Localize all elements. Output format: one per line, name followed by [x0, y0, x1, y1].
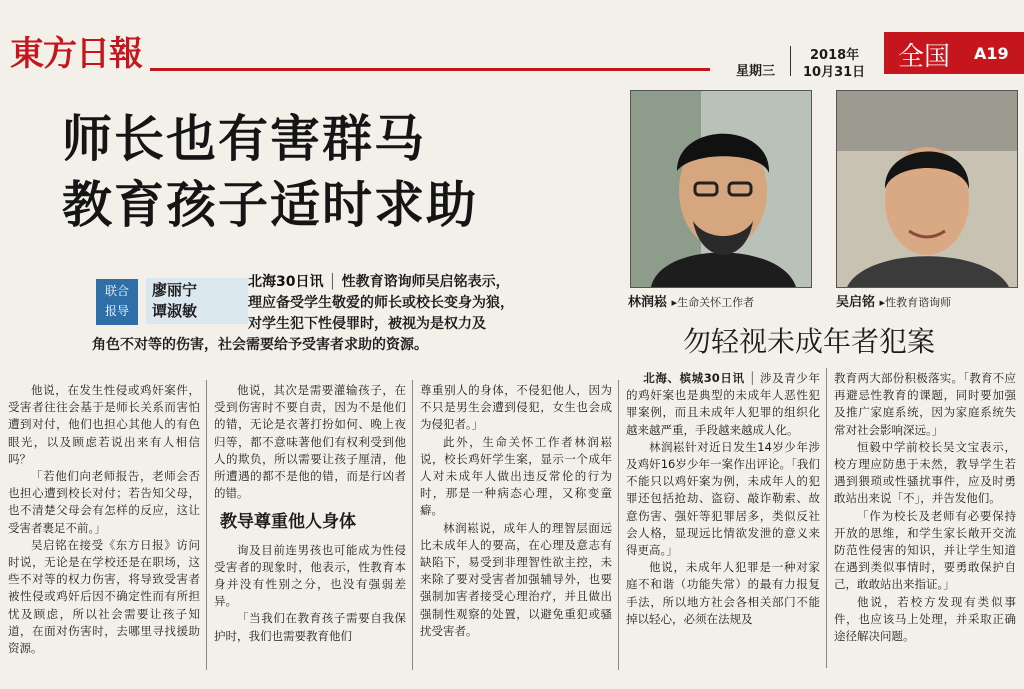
column-divider	[826, 368, 827, 668]
column-divider	[618, 380, 619, 670]
weekday: 星期三	[736, 64, 776, 79]
article-column-4: 北海、槟城30日讯 │ 涉及青少年的鸡奸案也是典型的未成年人恶性犯罪案例，而且未成年人犯罪的组织化越来越严重，手段越来越成人化。 林润崧针对近日发生14岁少年涉及鸡奸16岁少年一案作出评论。「我们不能只以鸡奸案为例，未成年人的犯罪还包括抢劫、盗窃、敲诈勒索、故意伤害、强奸等犯罪居多，类似反社会人格，显现远比情欲发泄的意义来得更高。」 他说，未成年人犯罪是一种对家庭不和谐（功能失常）的最有力报复手法，所以地方社会各相关部门不能掉以轻心，必须在法规及	[626, 370, 820, 628]
col5-p1: 教育两大部份积极落实。「教育不应再避忌性教育的课题，同时要加强及推广家庭系统，因为家庭系统失常对社会影响深远。」	[834, 371, 1016, 437]
byline-tag	[96, 279, 138, 325]
photo-lin	[630, 90, 812, 288]
article-column-5	[834, 370, 1016, 645]
col2-p1: 他说，其次是需要灌输孩子，在受到伤害时不要自责，因为不是他们的错，无论是衣著打扮如何、晚上夜归等，都不意味著他们有权利受到他人的欺负，所以需要让孩子厘清，他所遭遇的都不是他的错，而是行凶者的错。	[214, 383, 406, 501]
column-divider	[412, 380, 413, 670]
article-column-1	[8, 382, 200, 657]
photo-wu-name: 吴启铭	[836, 295, 876, 310]
col2-p2: 询及目前连男孩也可能成为性侵受害者的现象时，他表示，性教育本身并没有性别之分，也没有强弱差异。	[214, 542, 406, 609]
lead-dateline: 北海30日讯	[248, 274, 324, 290]
col2-subhead: 教导尊重他人身体	[220, 512, 356, 533]
photo-lin-caption: 林润崧 ▸生命关怀工作者	[628, 295, 755, 310]
col4-p2: 林润崧针对近日发生14岁少年涉及鸡奸16岁少年一案作出评论。「我们不能只以鸡奸案为例，未成年人的犯罪还包括抢劫、盗窃、敲诈勒索、故意伤害、强奸等犯罪居多，类似反社会人格，显现远比情欲发泄的意义来得更高。」	[626, 439, 820, 558]
section-banner	[884, 32, 1024, 74]
secondary-headline: 勿轻视未成年者犯案	[683, 325, 936, 358]
col5-p4: 他说，若校方发现有类似事件，也应该马上处理，并采取正确途径解决问题。	[834, 594, 1016, 644]
page-number: A19	[974, 44, 1009, 63]
article-column-2	[214, 382, 406, 645]
col3-p2: 此外，生命关怀工作者林润崧说，校长鸡奸学生案，显示一个成年人对未成年人做出违反常伦的行为时，那是一种病态心理，又称变童癖。	[420, 434, 612, 518]
article-column-3	[420, 382, 612, 640]
byline-names	[146, 278, 248, 324]
headline-line1: 师长也有害群马	[62, 110, 426, 168]
byline-tag-line2: 报导	[104, 304, 129, 318]
col4-dateline: 北海、槟城30日讯	[643, 371, 745, 385]
col1-p3: 吴启铭在接受《东方日报》访问时说，无论是在学校还是在职场，这些不对等的权力伤害，将导致受害者被性侵或鸡奸后因不确定性而有所担忧及顾虑，所以社会需要让孩子知道，在面对伤害时，去哪里寻找援助资源。	[8, 537, 200, 656]
byline-tag-line1: 联合	[104, 284, 129, 298]
headline	[62, 106, 622, 238]
col1-p2: 「若他们向老师报告，老师会否也担心遭到校长对付；若告知父母，也不清楚父母会有怎样的反应，这让受害者裹足不前。」	[8, 469, 200, 535]
col5-p2: 恒毅中学前校长吴文宝表示，校方理应防患于未然，教导学生若遇到猥琐或性骚扰事件，应及时勇敢站出来说「不」，并告发他们。	[834, 439, 1016, 506]
date-year: 2018年	[810, 48, 860, 63]
date-divider	[790, 46, 791, 76]
col4-p1: 涉及青少年的鸡奸案也是典型的未成年人恶性犯罪案例，而且未成年人犯罪的组织化越来越严重，手段越来越成人化。	[626, 371, 820, 437]
section-name: 全国	[898, 42, 951, 72]
lead-text1: 性教育谘询师吴启铭表示，理应备受学生敬爱的师长或校长变身为狼，对学生犯下性侵罪时，被视为是权力及	[248, 274, 514, 332]
byline-name2: 谭淑敏	[152, 302, 198, 320]
col1-p1: 他说，在发生性侵或鸡奸案件，受害者往往会基于是师长关系而害怕遭到对付，他们也担心其他人的有色眼光，以及顾虑若说出来有人相信吗？	[8, 383, 200, 466]
col2-p3: 「当我们在教育孩子需要自我保护时，我们也需要教育他们	[214, 611, 406, 643]
col3-p1: 尊重别人的身体，不侵犯他人，因为不只是男生会遭到侵犯，女生也会成为侵犯者。」	[420, 383, 612, 432]
byline-name1: 廖丽宁	[152, 281, 198, 299]
newspaper-logo: 東方日報	[10, 34, 142, 74]
photo-lin-name: 林润崧	[628, 295, 668, 310]
col4-p3: 他说，未成年人犯罪是一种对家庭不和谐（功能失常）的最有力报复手法，所以地方社会各相关部门不能掉以轻心，必须在法规及	[626, 560, 820, 626]
col5-p3: 「作为校长及老师有必要保持开放的思维，和学生家长敞开交流防范性侵害的知识，并让学生知道在遇到类似事情时，要勇敢保护自己，敢敢站出来指证。」	[834, 508, 1016, 592]
column-divider	[206, 380, 207, 670]
headline-line2: 教育孩子适时求助	[62, 176, 478, 234]
date-monthday: 10月31日	[803, 65, 866, 80]
photo-wu-caption: 吴启铭 ▸性教育谘询师	[836, 295, 952, 310]
masthead-rule	[150, 68, 710, 71]
photo-wu-role: 性教育谘询师	[885, 296, 952, 309]
photo-wu	[836, 90, 1018, 288]
lead-paragraph: 北海30日讯 │ 性教育谘询师吴启铭表示，理应备受学生敬爱的师长或校长变身为狼，对学生犯下性侵罪时，被视为是权力及	[248, 274, 514, 332]
lead-paragraph-end: 角色不对等的伤害，社会需要给予受害者求助的资源。	[92, 337, 428, 353]
col3-p3: 林润崧说，成年人的理智层面远比未成年人的要高，在心理及意志有缺陷下，易受到非理智性欲主控，未来除了要对受害者加强辅导外，也要强制加害者接受心理治疗，并且做出强制性观察的处置，以避免重犯或骚扰受害者。	[420, 520, 612, 638]
photo-lin-role: 生命关怀工作者	[677, 296, 755, 309]
